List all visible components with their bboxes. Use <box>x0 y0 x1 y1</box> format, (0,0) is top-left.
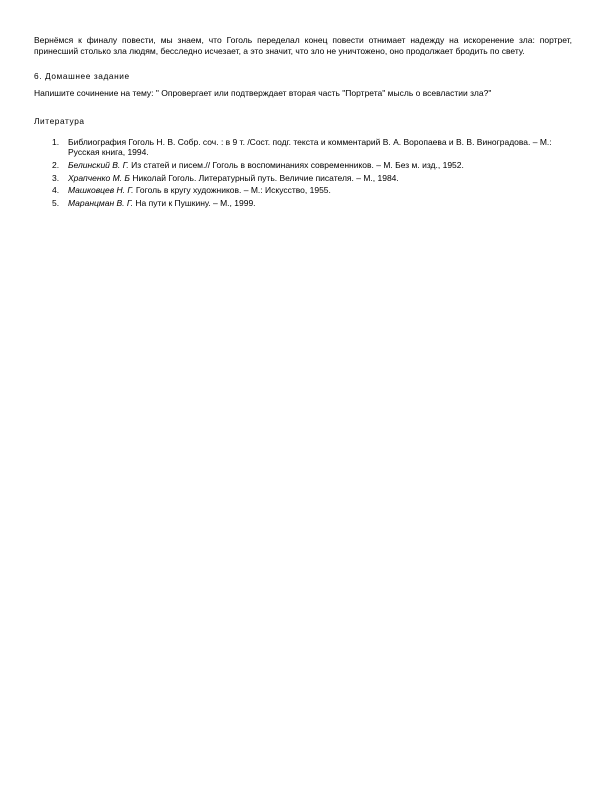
literature-item-author: Храпченко М. Б <box>68 172 130 183</box>
literature-item-author: Машковцев Н. Г. <box>68 185 134 196</box>
literature-item-author: Белинский В. Г. <box>68 159 129 170</box>
literature-item-body <box>68 137 572 158</box>
literature-list <box>34 137 572 209</box>
literature-item-text: На пути к Пушкину. – М., 1999. <box>133 198 256 209</box>
literature-item-body <box>68 160 572 171</box>
literature-item-body <box>68 185 572 196</box>
literature-item <box>34 160 572 171</box>
literature-item-text: Библиография Гоголь Н. В. Собр. соч. : в 9 т. /Сост. подг. текста и комментарий В. А. Воропаева и В. В. Виноградова. – М.: Русская книга, 1994. <box>68 136 552 157</box>
literature-item <box>34 137 572 158</box>
intro-paragraph: Вернёмся к финалу повести, мы знаем, что Гоголь переделал конец повести отнимает надежду на искоренение зла: портрет, принесший столько зла людям, бесследно исчезает, а это значит, что зло не уничтожено, оно продолжает бродить по свету. <box>34 35 572 56</box>
literature-item-number: 1. <box>52 136 60 147</box>
literature-item-author: Маранцман В. Г. <box>68 198 134 209</box>
literature-item <box>34 198 572 209</box>
literature-item-number: 2. <box>52 159 60 170</box>
literature-item-number: 3. <box>52 172 60 183</box>
literature-item <box>34 185 572 196</box>
literature-item-text: Из статей и писем.// Гоголь в воспоминаниях современников. – М. Без м. изд., 1952. <box>128 159 464 170</box>
literature-item-body <box>68 173 572 184</box>
literature-item-number: 5. <box>52 198 60 209</box>
homework-heading: 6. Домашнее задание <box>34 71 130 81</box>
literature-heading: Литература <box>34 116 85 126</box>
literature-item-text: Николай Гоголь. Литературный путь. Величие писателя. – М., 1984. <box>129 172 399 183</box>
literature-item-body <box>68 198 572 209</box>
literature-item-number: 4. <box>52 185 60 196</box>
literature-item <box>34 173 572 184</box>
literature-item-text: Гоголь в кругу художников. – М.: Искусство, 1955. <box>133 185 331 196</box>
homework-text: Напишите сочинение на тему: " Опровергает или подтверждает вторая часть "Портрета" мысль о всевластии зла?" <box>34 87 492 98</box>
